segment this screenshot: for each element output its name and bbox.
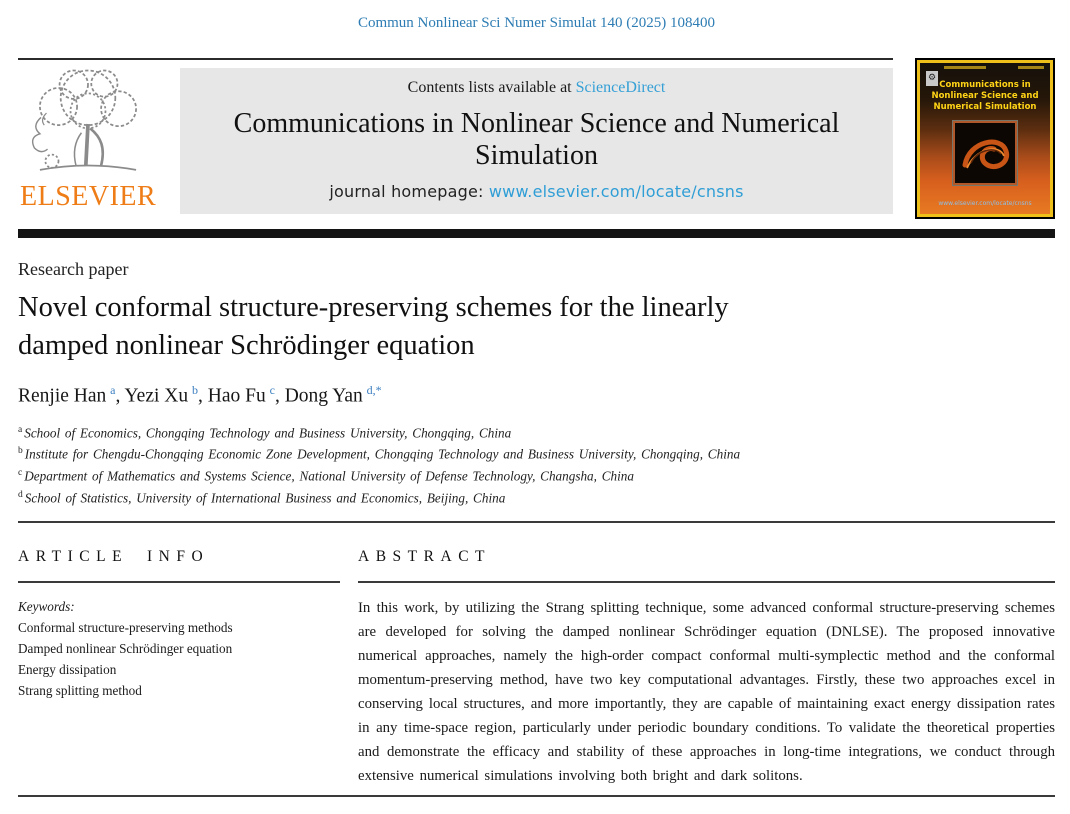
article-info-rule — [18, 581, 340, 583]
author-name: Hao Fu — [207, 385, 266, 407]
masthead — [18, 58, 1055, 219]
journal-citation: Commun Nonlinear Sci Numer Simulat 140 (2025) 108400 — [357, 15, 716, 31]
cover-elsevier-mini-logo: ⚙ — [926, 71, 938, 86]
author-name: Dong Yan — [284, 385, 363, 407]
affil-text: Institute for Chengdu-Chongqing Economic Zone Development, Chongqing Technology and Business University, Chongqing, China — [24, 446, 741, 462]
contents-line-text: Contents lists available at — [407, 79, 576, 96]
affil-marker: d — [18, 490, 23, 501]
elsevier-tree-icon — [22, 65, 154, 183]
article-info-heading: ARTICLE INFO — [18, 548, 210, 566]
cover-swirl-image — [953, 121, 1017, 185]
keyword-item: Energy dissipation — [18, 661, 117, 677]
section-top-rule — [18, 521, 1055, 523]
affil-marker: c — [18, 468, 23, 479]
article-title: Novel conformal structure-preserving schemes for the linearly damped nonlinear Schrödinger equation — [18, 292, 729, 361]
affiliation-line — [18, 486, 1055, 508]
author-separator: , — [115, 385, 125, 407]
header-divider-bar — [18, 229, 1055, 238]
author-name: Renjie Han — [18, 385, 107, 407]
article-type-label: Research paper — [18, 259, 129, 279]
journal-cover-art — [917, 60, 1053, 217]
author-name: Yezi Xu — [124, 385, 189, 407]
contents-line — [190, 79, 883, 97]
cover-title-line2: Nonlinear Science and — [931, 91, 1039, 101]
affiliation-line — [18, 442, 1055, 464]
elsevier-logo — [18, 58, 180, 214]
homepage-line — [190, 182, 883, 201]
keywords-label: Keywords: — [18, 598, 75, 614]
cover-journal-title — [920, 80, 1050, 113]
abstract-bottom-rule — [18, 795, 1055, 797]
homepage-url-link[interactable]: www.elsevier.com/locate/cnsns — [488, 182, 744, 201]
abstract-text: In this work, by utilizing the Strang splitting technique, some advanced conformal structure-preserving schemes are developed for solving the damped nonlinear Schrödinger equation (DNLSE). The proposed innovative numerical approaches, namely the high-order compact conformal multi-symplectic method and the conformal momentum-preserving method, have two key computational advantages. Firstly, these two approaches excel in conserving local structures, and more importantly, they are capable of maintaining exact energy dissipation rates in any time-space region, particularly under periodic boundary conditions. To validate the theoretical properties and demonstrate the efficacy and stability of these approaches in long-time integrations, we conduct through extensive numerical simulations involving both bright and dark solitons. — [358, 599, 1055, 784]
author-affil-marker: b — [192, 383, 199, 397]
cover-volume-text — [944, 66, 986, 69]
affil-marker: b — [18, 446, 23, 457]
abstract-column — [358, 548, 1055, 788]
article-info-column — [18, 548, 340, 788]
abstract-rule — [358, 581, 1055, 583]
journal-title: Communications in Nonlinear Science and Numerical Simulation — [233, 107, 840, 171]
affil-marker: a — [18, 424, 23, 435]
affiliation-line — [18, 421, 1055, 443]
cover-footer-url: www.elsevier.com/locate/cnsns — [938, 200, 1032, 207]
author-list — [18, 383, 1055, 408]
sciencedirect-link[interactable]: ScienceDirect — [575, 79, 666, 96]
affil-text: School of Statistics, University of International Business and Economics, Beijing, China — [24, 490, 506, 506]
cover-title-line1: Communications in — [939, 80, 1031, 90]
elsevier-wordmark: ELSEVIER — [20, 181, 157, 212]
cover-issn-text — [1018, 66, 1044, 69]
keyword-item: Strang splitting method — [18, 682, 142, 698]
author-affil-marker: a — [110, 383, 116, 397]
affiliation-list — [18, 421, 1055, 509]
author-separator: , — [274, 385, 285, 407]
cover-title-line3: Numerical Simulation — [933, 102, 1037, 112]
homepage-label: journal homepage: — [329, 182, 489, 201]
affil-text: School of Economics, Chongqing Technology and Business University, Chongqing, China — [24, 424, 512, 440]
info-abstract-columns — [18, 548, 1055, 788]
keyword-item: Damped nonlinear Schrödinger equation — [18, 640, 233, 656]
keyword-item: Conformal structure-preserving methods — [18, 619, 233, 635]
journal-cover-thumbnail — [915, 58, 1055, 219]
affiliation-line — [18, 464, 1055, 486]
author-separator: , — [198, 385, 208, 407]
affil-text: Department of Mathematics and Systems Science, National University of Defense Technology, Changsha, China — [24, 468, 634, 484]
author-affil-marker[interactable]: d,* — [366, 383, 382, 397]
masthead-panel — [180, 68, 893, 214]
abstract-heading: ABSTRACT — [358, 548, 492, 566]
author-affil-marker: c — [269, 383, 275, 397]
masthead-top-rule — [18, 58, 893, 60]
